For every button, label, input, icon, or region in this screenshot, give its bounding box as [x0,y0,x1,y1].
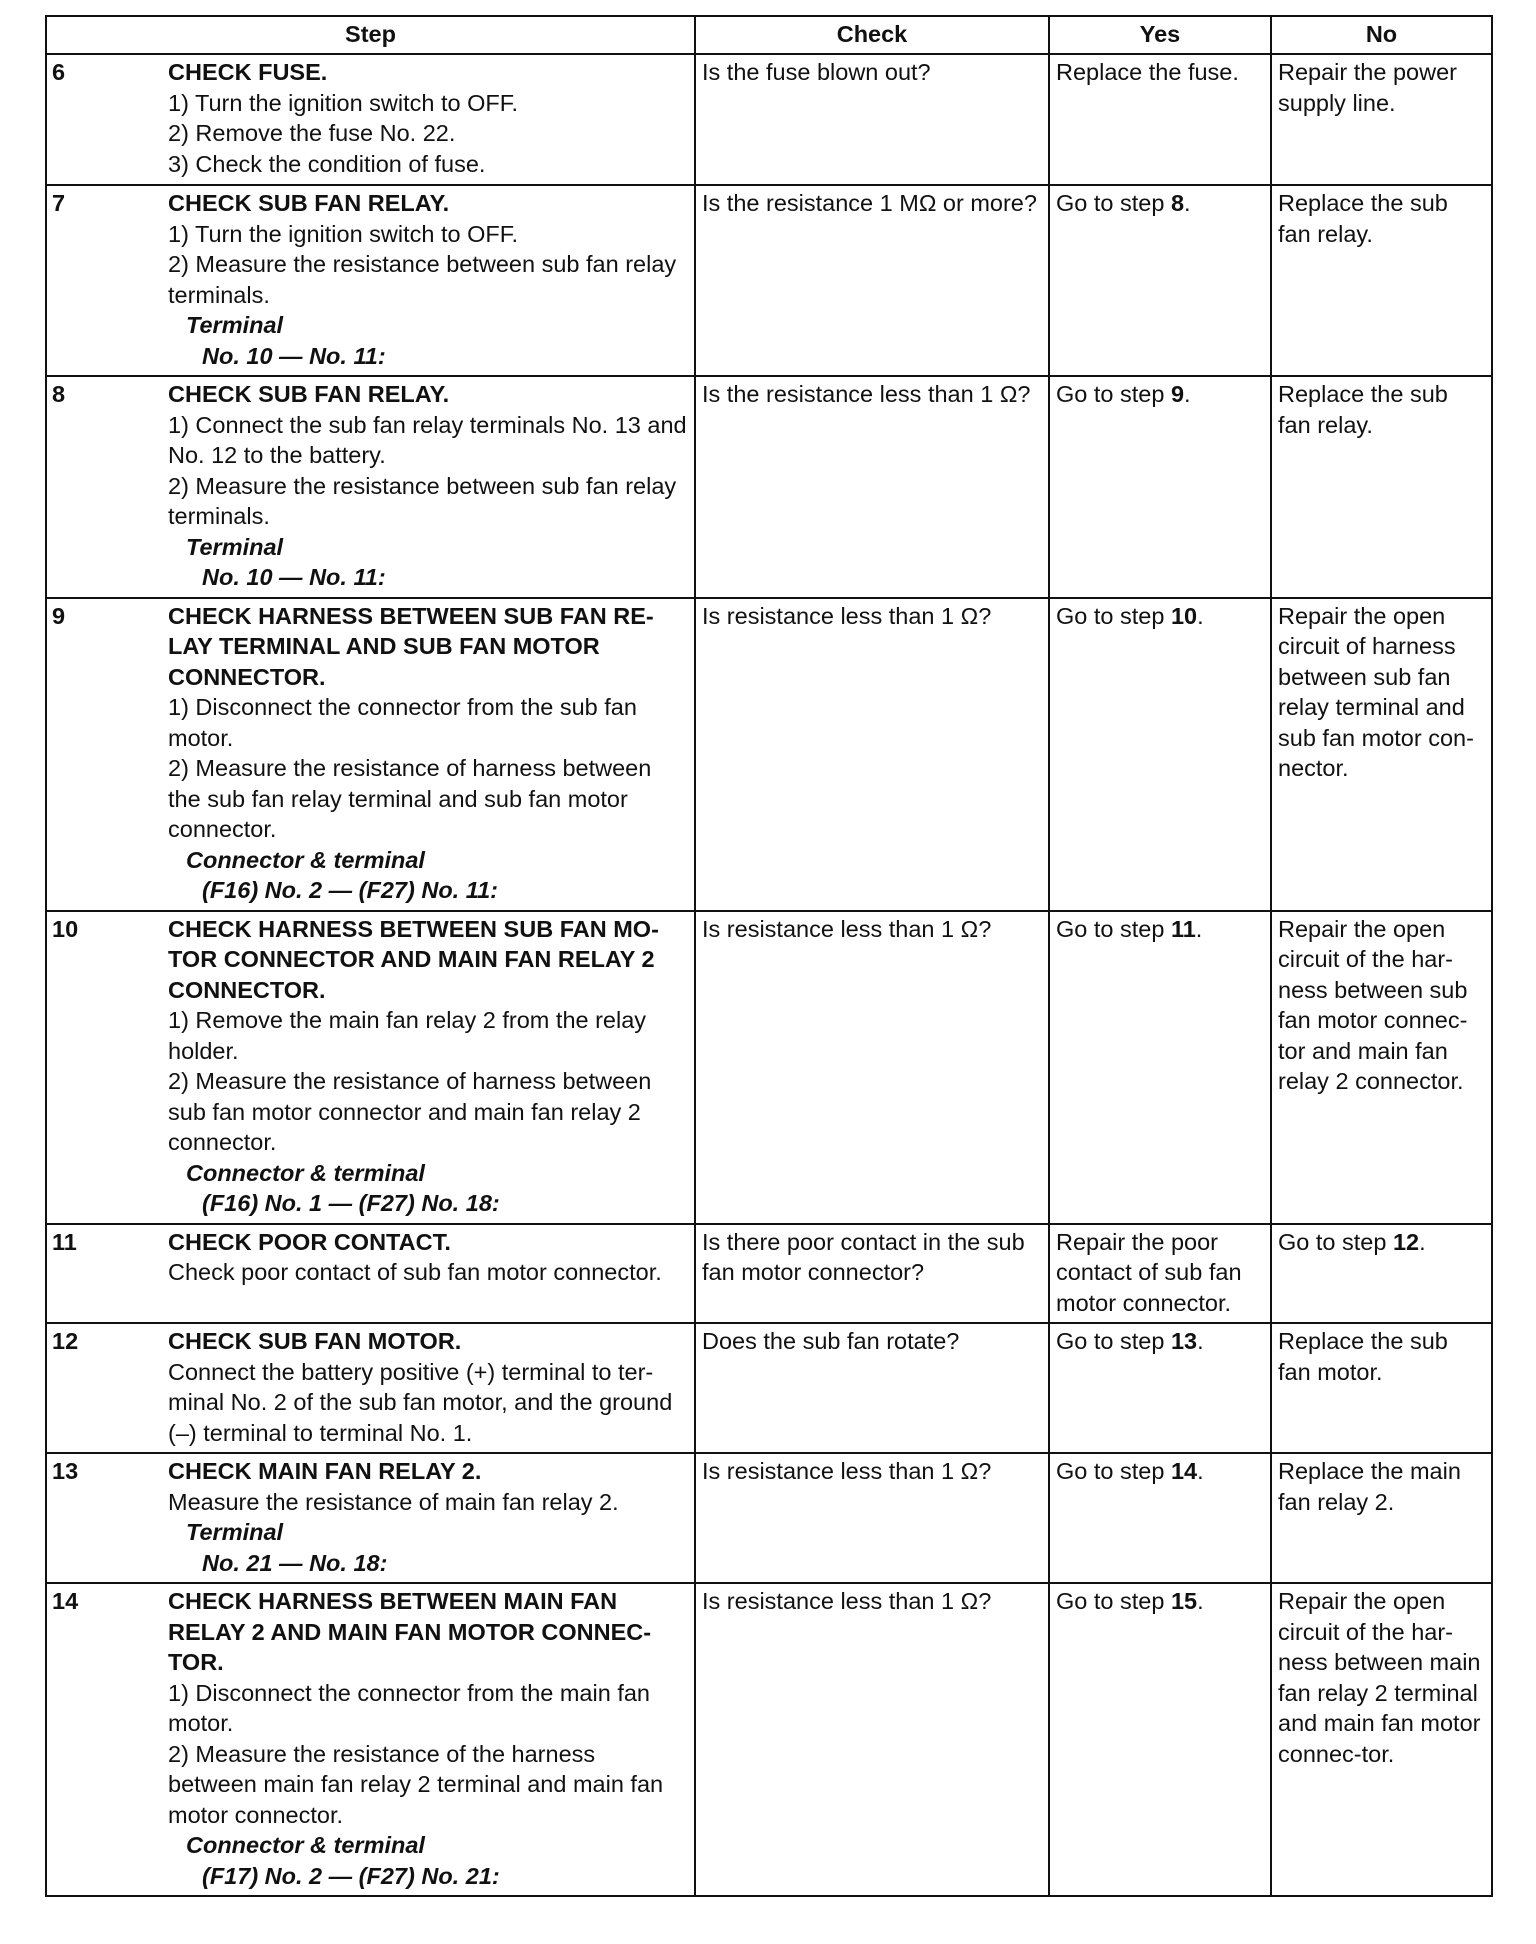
yes-step-tail: . [1197,1588,1204,1614]
no-step-number: 12 [1392,1228,1420,1255]
check-question: Is resistance less than 1 Ω? [695,911,1049,1224]
terminal-value: (F16) No. 2 — (F27) No. 11: [202,877,498,903]
yes-step-tail: . [1197,1458,1204,1484]
step-number: 8 [46,376,168,598]
no-action-text: Replace the sub fan relay. [1278,190,1448,247]
yes-step-number: 11 [1170,915,1196,942]
step-title: CHECK SUB FAN MOTOR. [168,1328,462,1354]
yes-action [1049,1323,1271,1453]
step-instruction: 1) Turn the ignition switch to OFF. [168,220,519,247]
check-question: Does the sub fan rotate? [695,1323,1049,1453]
no-action-text: Replace the sub fan motor. [1278,1328,1448,1385]
yes-action [1049,1224,1271,1324]
header-no: No [1271,16,1492,54]
no-action-text: Repair the power supply line. [1278,59,1457,116]
table-row [46,1323,1492,1453]
table-row [46,1224,1492,1324]
step-instruction: 2) Measure the resistance of harness between sub fan motor connector and main fan relay 2 connector. [168,1068,652,1155]
table-row [46,1453,1492,1583]
no-action-text: Replace the sub fan relay. [1278,381,1448,438]
yes-action-text: Go to step [1056,1458,1171,1484]
step-instruction: 2) Remove the fuse No. 22. [168,120,456,146]
step-number: 14 [46,1583,168,1896]
step-number: 11 [46,1224,168,1324]
yes-action-text: Go to step [1056,1588,1171,1614]
yes-step-tail: . [1184,190,1191,216]
step-instruction: 1) Remove the main fan relay 2 from the relay holder. [168,1007,647,1064]
step-title: CHECK FUSE. [168,59,328,85]
table-row [46,185,1492,376]
step-title: CHECK HARNESS BETWEEN MAIN FAN RELAY 2 AND MAIN FAN MOTOR CONNEC-TOR. [168,1588,652,1675]
table-row [46,1583,1492,1896]
step-title: CHECK SUB FAN RELAY. [168,190,450,216]
step-instruction: 2) Measure the resistance between sub fan relay terminals. [168,472,677,529]
step-title: CHECK SUB FAN RELAY. [168,381,450,407]
check-question: Is resistance less than 1 Ω? [695,1453,1049,1583]
table-row [46,376,1492,598]
check-question: Is the resistance 1 MΩ or more? [695,185,1049,376]
yes-step-tail: . [1197,602,1204,629]
step-number: 7 [46,185,168,376]
step-description [168,1224,695,1324]
step-description [168,185,695,376]
step-instruction: 1) Disconnect the connector from the main fan motor. [168,1679,650,1736]
terminal-value: (F17) No. 2 — (F27) No. 21: [202,1862,500,1889]
no-action [1271,1224,1492,1324]
step-instruction: 3) Check the condition of fuse. [168,150,486,177]
yes-action-text: Go to step [1056,915,1171,942]
no-action [1271,54,1492,185]
step-instruction: 2) Measure the resistance of harness between the sub fan relay terminal and sub fan motor connector. [168,755,652,842]
no-action-text: Replace the main fan relay 2. [1278,1458,1461,1515]
yes-step-tail: . [1197,1328,1204,1354]
yes-step-number: 13 [1170,1328,1198,1354]
step-description [168,1453,695,1583]
check-question: Is resistance less than 1 Ω? [695,1583,1049,1896]
step-instruction: 1) Disconnect the connector from the sub fan motor. [168,694,637,751]
yes-action-text: Go to step [1056,190,1171,216]
yes-step-number: 10 [1170,602,1198,629]
yes-action-text: Go to step [1056,602,1171,629]
table-body [46,54,1492,1896]
no-action [1271,911,1492,1224]
step-instruction: 2) Measure the resistance between sub fan relay terminals. [168,251,677,308]
step-description [168,376,695,598]
check-question: Is the fuse blown out? [695,54,1049,185]
terminal-value: (F16) No. 1 — (F27) No. 18: [202,1190,500,1216]
step-title: CHECK POOR CONTACT. [168,1228,451,1255]
step-instruction: 2) Measure the resistance of the harness between main fan relay 2 terminal and main fan motor connector. [168,1740,664,1828]
yes-step-tail: . [1195,915,1203,942]
step-number: 9 [46,598,168,911]
no-action [1271,376,1492,598]
step-description [168,911,695,1224]
terminal-label: Connector & terminal [186,1832,425,1858]
no-action-text: Go to step [1278,1228,1393,1255]
yes-action-text: Go to step [1056,381,1171,407]
step-title: CHECK HARNESS BETWEEN SUB FAN RE-LAY TERMINAL AND SUB FAN MOTOR CONNECTOR. [168,602,654,690]
step-description [168,54,695,185]
terminal-label: Connector & terminal [186,846,425,873]
check-question: Is resistance less than 1 Ω? [695,598,1049,911]
terminal-label: Terminal [186,1519,284,1545]
step-number: 13 [46,1453,168,1583]
no-action [1271,185,1492,376]
yes-action [1049,1583,1271,1896]
header-step: Step [46,16,695,54]
yes-step-tail: . [1184,381,1191,407]
terminal-label: Terminal [186,533,284,560]
yes-action-text: Replace the fuse. [1056,59,1239,85]
yes-action [1049,376,1271,598]
no-action-text: Repair the open circuit of the har-ness between main fan relay 2 terminal and main fan motor connec-tor. [1278,1588,1481,1767]
yes-action [1049,1453,1271,1583]
table-row [46,911,1492,1224]
yes-action [1049,911,1271,1224]
diagnostic-table [45,15,1493,1897]
table-row [46,598,1492,911]
header-check: Check [695,16,1049,54]
step-instruction: 1) Turn the ignition switch to OFF. [168,89,519,116]
terminal-label: Connector & terminal [186,1159,425,1186]
no-step-tail: . [1419,1228,1426,1255]
no-action [1271,1323,1492,1453]
step-instruction: Measure the resistance of main fan relay 2. [168,1488,619,1515]
step-number: 12 [46,1323,168,1453]
yes-action [1049,185,1271,376]
no-action [1271,1583,1492,1896]
step-instruction: Check poor contact of sub fan motor connector. [168,1259,662,1285]
check-question: Is the resistance less than 1 Ω? [695,376,1049,598]
step-title: CHECK HARNESS BETWEEN SUB FAN MO-TOR CONNECTOR AND MAIN FAN RELAY 2 CONNECTOR. [168,915,659,1003]
step-instruction: 1) Connect the sub fan relay terminals No. 13 and No. 12 to the battery. [168,411,687,468]
no-action [1271,1453,1492,1583]
yes-action [1049,598,1271,911]
step-title: CHECK MAIN FAN RELAY 2. [168,1458,482,1484]
yes-step-number: 8 [1170,190,1185,216]
no-action-text: Repair the open circuit of the har-ness between sub fan motor connec-tor and main fan relay 2 connector. [1278,915,1468,1094]
terminal-value: No. 10 — No. 11: [202,564,386,590]
yes-action-text: Go to step [1056,1328,1171,1354]
no-action-text: Repair the open circuit of harness between sub fan relay terminal and sub fan motor con-nector. [1278,602,1474,781]
yes-step-number: 9 [1170,381,1185,407]
check-question: Is there poor contact in the sub fan motor connector? [695,1224,1049,1324]
terminal-value: No. 10 — No. 11: [202,342,386,369]
table-header-row [46,16,1492,54]
step-description [168,1323,695,1453]
step-number: 10 [46,911,168,1224]
step-description [168,1583,695,1896]
yes-action [1049,54,1271,185]
terminal-label: Terminal [186,312,284,338]
terminal-value: No. 21 — No. 18: [202,1549,388,1576]
yes-step-number: 15 [1170,1588,1198,1614]
table-row [46,54,1492,185]
yes-step-number: 14 [1170,1458,1198,1484]
header-yes: Yes [1049,16,1271,54]
no-action [1271,598,1492,911]
step-number: 6 [46,54,168,185]
step-instruction: Connect the battery positive (+) terminal to ter-minal No. 2 of the sub fan motor, and the ground (–) terminal to terminal No. 1. [168,1358,673,1446]
yes-action-text: Repair the poor contact of sub fan motor connector. [1056,1228,1242,1316]
step-description [168,598,695,911]
